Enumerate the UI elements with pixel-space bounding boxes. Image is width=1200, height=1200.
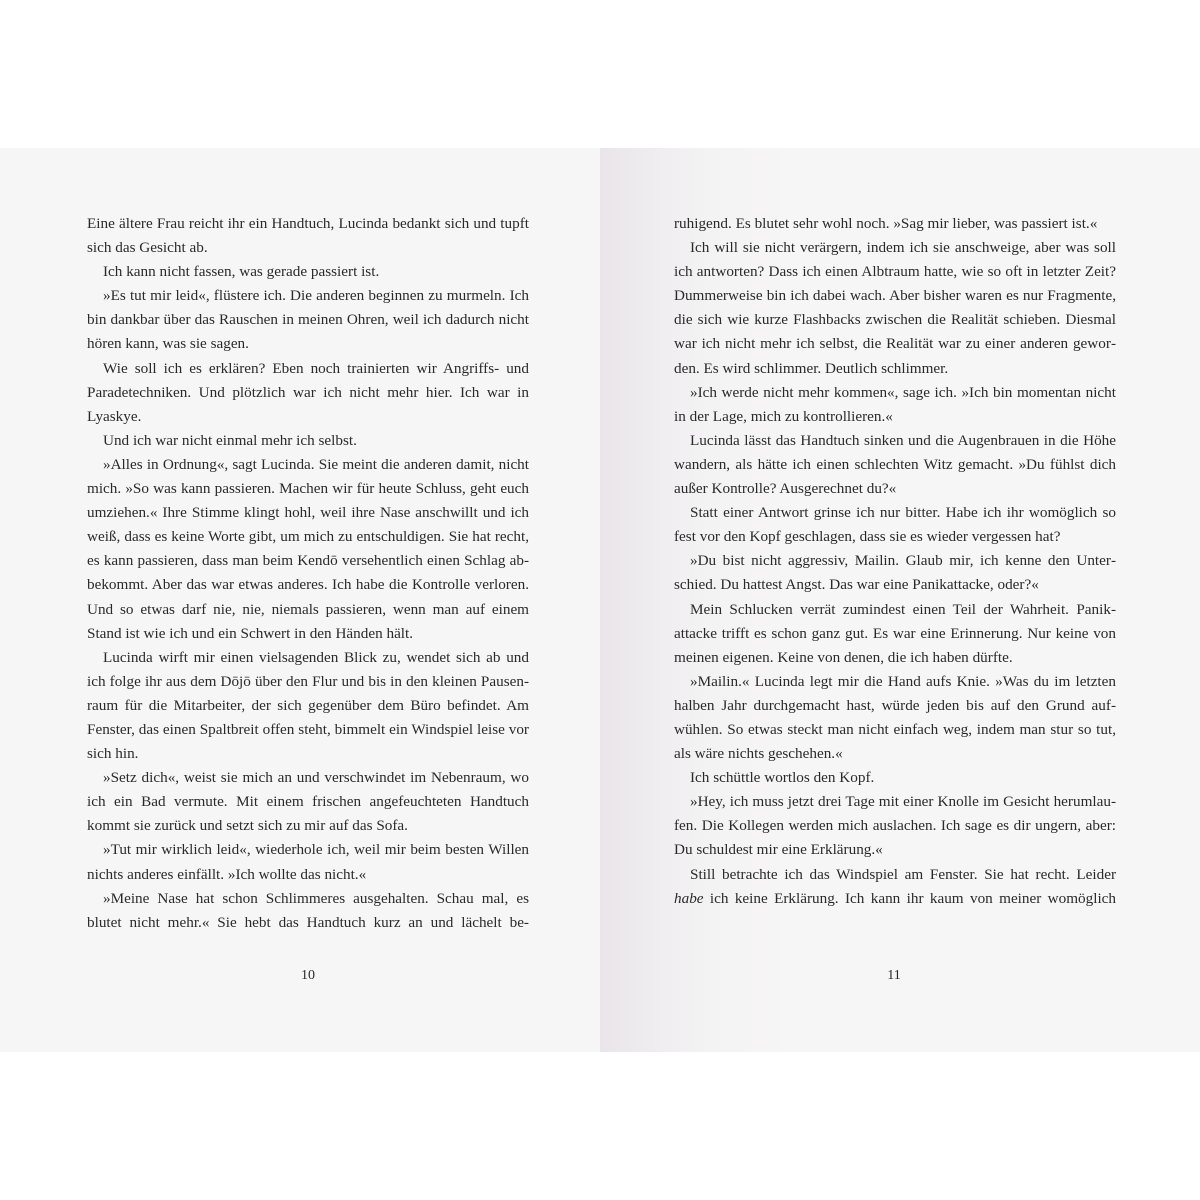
paragraph: »Meine Nase hat schon Schlimmeres ausgehalten. Schau mal, es blutet nicht mehr.« Sie hebt das Handtuch kurz an und lächelt be- [87,889,529,931]
right-page [600,148,1200,1052]
left-page-text [87,212,529,935]
paragraph: Und ich war nicht einmal mehr ich selbst. [103,431,357,449]
paragraph: »Setz dich«, weist sie mich an und verschwindet im Nebenraum, wo ich ein Bad vermute. Mit einem frischen angefeuchteten Handtuch kommt sie zurück und setzt sich zu mir auf das Sofa. [87,769,529,835]
paragraph: »Ich werde nicht mehr kommen«, sage ich. »Ich bin momentan nicht in der Lage, mich zu kontrollieren.« [674,383,1116,425]
paragraph: »Hey, ich muss jetzt drei Tage mit einer Knolle im Gesicht herumlaufen. Die Kollegen werden mich auslachen. Ich sage es dir ungern, aber: Du schuldest mir eine Erklärung.« [674,793,1116,859]
paragraph: Lucinda lässt das Handtuch sinken und die Augenbrauen in die Höhe wandern, als hätte ich einen schlechten Witz gemacht. »Du fühlst dich außer Kontrolle? Ausgerechnet du?« [674,431,1116,498]
paragraph: Mein Schlucken verrät zumindest einen Teil der Wahrheit. Panikattacke trifft es schon ganz gut. Es war eine Erinnerung. Nur keine von meinen eigenen. Keine von denen, die ich haben dürfte. [674,600,1116,666]
paragraph: Ich will sie nicht verärgern, indem ich sie anschweige, aber was soll ich antworten? Dass ich einen Albtraum hatte, wie so oft in letzter Zeit? Dummerweise bin ich dabei wach. Aber bisher waren es nur Fragmente, die sich wie kurze Flashbacks zwischen die Realität schieben. Diesmal war ich nicht mehr ich selbst, die Realität war zu einer anderen geworden. Es wird schlimmer. Deutlich schlimmer. [674,239,1116,377]
page-number: 11 [887,968,901,983]
paragraph: Statt einer Antwort grinse ich nur bitter. Habe ich ihr womöglich so fest vor den Kopf geschlagen, dass sie es wieder vergessen hat? [674,504,1116,546]
paragraph: »Alles in Ordnung«, sagt Lucinda. Sie meint die anderen damit, nicht mich. »So was kann passieren. Machen wir für heute Schluss, geht euch umziehen.« Ihre Stimme klingt hohl, weil ihre Nase anschwillt und ich weiß, dass es keine Worte gibt, um mich zu entschuldigen. Sie hat recht, es kann passieren, dass man beim Kendō versehentlich einen Schlag abbekommt. Aber das war etwas anderes. Ich habe die Kontrolle verloren. Und so etwas darf nie, nie, niemals passieren, wenn man auf einem Stand ist wie ich und ein Schwert in den Händen hält. [87,455,529,642]
emphasized-word: habe [674,889,704,907]
paragraph: »Tut mir wirklich leid«, wiederhole ich, weil mir beim besten Willen nichts anderes einfällt. »Ich wollte das nicht.« [87,841,529,883]
paragraph: »Es tut mir leid«, flüstere ich. Die anderen beginnen zu murmeln. Ich bin dankbar über das Rauschen in meinen Ohren, weil ich dadurch nicht hören kann, was sie sagen. [87,287,529,353]
right-page-text [674,212,1116,911]
paragraph: »Mailin.« Lucinda legt mir die Hand aufs Knie. »Was du im letzten halben Jahr durchgemacht hast, würde jeden bis auf den Grund aufwühlen. So etwas steckt man nicht einfach weg, indem man stur so tut, als wäre nichts geschehen.« [674,672,1116,763]
paragraph-text: Still betrachte ich das Windspiel am Fenster. Sie hat recht. Leider [690,865,1116,883]
paragraph: Eine ältere Frau reicht ihr ein Handtuch, Lucinda bedankt sich und tupft sich das Gesicht ab. [87,215,529,257]
paragraph: Lucinda wirft mir einen vielsagenden Blick zu, wendet sich ab und ich folge ihr aus dem Dōjō über den Flur und bis in den kleinen Pausenraum für die Mitarbeiter, der sich gegenüber dem Büro befindet. Am Fenster, das einen Spaltbreit offen steht, bimmelt ein Windspiel leise vor sich hin. [87,648,529,763]
paragraph: »Du bist nicht aggressiv, Mailin. Glaub mir, ich kenne den Unterschied. Du hattest Angst. Das war eine Panikattacke, oder?« [674,552,1116,594]
paragraph: Ich kann nicht fassen, was gerade passiert ist. [103,263,380,281]
book-spread [0,148,1200,1052]
paragraph-text: ich keine Erklärung. Ich kann ihr kaum von meiner womöglich [703,889,1116,907]
page-number: 10 [301,968,315,983]
left-page [0,148,600,1052]
paragraph [674,863,1116,911]
paragraph: ruhigend. Es blutet sehr wohl noch. »Sag mir lieber, was passiert ist.« [674,215,1098,232]
paragraph: Wie soll ich es erklären? Eben noch trainierten wir Angriffs- und Paradetechniken. Und plötzlich war ich nicht mehr hier. Ich war in Lyaskye. [87,359,529,425]
paragraph: Ich schüttle wortlos den Kopf. [690,769,875,787]
